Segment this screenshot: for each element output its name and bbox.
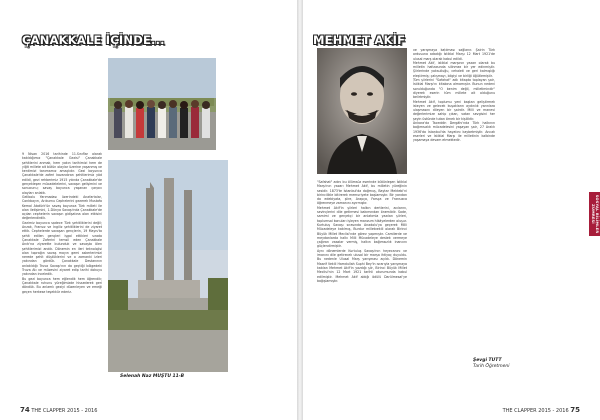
author-caption — [473, 358, 533, 370]
footer-text: THE CLAPPER 2015 - 2016 — [31, 408, 98, 414]
author-role: Tarih Öğretmeni — [473, 364, 510, 369]
group-photo — [108, 58, 216, 150]
page-number: 75 — [570, 406, 580, 414]
page-title: MEHMET AKİF — [313, 33, 406, 47]
section-tab — [589, 192, 600, 236]
page-title: ÇANAKKALE İÇİNDE... — [22, 33, 165, 47]
author-name: Şevgi TUTT — [473, 358, 502, 363]
portrait-photo — [317, 48, 407, 174]
photo-caption: Selenah Naz MUŞTU 11-B — [120, 374, 185, 379]
footer-left — [20, 406, 97, 414]
article-column-right: ve yarışmaya katılması sağlanır. Şairin Türk ordusuna adadığı İstiklal Marşı 12 Mart 1921'de ulusal marş olarak kabul edildi. Mehmet Akif, istiklal marşının yazarı olarak bu milletin hafızasında silinmez bir yer edinmiştir. Şiirlerinde yoksulluğu, cehaleti ve geri kalmışlığı eleştirmiş; çalışmayı, bilgiyi ve birliği öğütlemiştir. Tüm şiirlerini "Safahat" adlı kitapta toplayan şair, İstiklal Marşı'nı kitabına almamıştır. Bunun nedeni sorulduğunda "O benim değil, milletimindir" diyerek eserin tüm millete ait olduğunu belirtmiştir. Mehmet Akif, toplumu yeni baştan geliştirmek isteyen ve gelecek kuşakların aydınlık yarınlara ulaşmasını dileyen bir şairdir. Milli ve manevi değerlerimize sahip çıkan, vatan sevgisini her şeyin üstünde tutan örnek bir kişiliktir. Ankara'da Taceddin Dergâhı'nda Türk halkının bağımsızlık mücadelesini yaşayan şair, 27 Aralık 1936'da İstanbul'da hayatını kaybetmiştir. Ancak eserleri ve İstiklal Marşı ile milletinin kalbinde yaşamaya devam etmektedir. — [413, 48, 495, 143]
section-tab-line-1: SOSYAL BİLİMLER — [594, 194, 599, 234]
footer-right — [503, 406, 580, 414]
article-body: 9 Nisan 2016 tarihinde 11.Sınıflar olarak katıldığımız "Çanakkale Gezisi" Çanakkale şehitlerini anmak, hem yakın tarihimizi hem de yiğit millete ait bütün olaylar üzerine yaşanmış ve kentimizi tanımamız amaçlıdır. Gezi boyunca Çanakkale'de zaferi kazandıran şehitlerimiz yâd edildi, gezi rehberimiz 1915 yılında Çanakkale'de gerçekleşen mücadelelerini, savaşın gelişimini ve sonucunu; savaş boyunca yaşanan çarpıcı olayları anlattı. Gelibolu Yarımadası üzerindeki Anafartalar, Conkbayırı, Arıburnu Cephelerini gezerek Mustafa Kemal Atatürk'ün savaş boyunca Türk milleti ile olan iletişimini, 1.Dünya Savaşı'nda Çanakkale'de açılan cephelerin savaşın gidişatına olan etkisini değerlendirdik. Gezimiz boyunca sadece Türk şehitliklerini değil; Anzak, Fransız ve İngiliz şehitliklerini de ziyaret ettik. Cephelerde savaşan gençlerin, 19 Mayıs'ta şehit edilen gençleri işgal ettikleri sırada Çanakkale Zaferini temsil eden Çanakkale Anıtı'na ziyarette bulunduk ve savaşta ölen şehitlerimizi andık. Dönemin en ileri teknolojisi olan toprağın savaş mayın gemi askerlerimizi nerede şehit düştüklerini ve o zamanki izleri yakından gördük. Çanakkale Destanının anlatıldığı Truva Savaşı'nın da geçtiği bölgedeki Truva Atı ve müzesini ziyaret edip tarihi dokuyu yakından inceledik. Bu gezi boyunca hem eğlendik hem öğrendik; Çanakkale ruhunu yüreğimizde hissederek geri döndük. Bu anlamlı geziyi düzenleyen ve emeği geçen herkese teşekkür ederiz. — [22, 152, 103, 294]
left-page — [0, 0, 297, 420]
footer-text: THE CLAPPER 2015 - 2016 — [502, 408, 569, 414]
right-page — [303, 0, 600, 420]
memorial-photo — [108, 160, 228, 372]
article-column-left: "Safahat" adını bu ölümsüz eserinde bütünleşen İstiklal Marşı'nın yazarı Mehmet Akif, bu milletin yüreğinin sesidir. 1873'te İstanbul'da doğmuş, Baytar Mektebi'ni birincilikle bitirerek memuriyete başlamıştır. Bir yandan da edebiyata, şiire, Arapça, Farsça ve Fransızca öğrenmeye zamanını ayırmıştır. Mehmet Akif'in şiirleri halkın dertlerini, acılarını, sevinçlerini dile getirmesi bakımından önemlidir. Sade, samimi ve gerçekçi bir anlatımla yazılan şiirleri, toplumsal konuları işleyen manzum hikâyelerden oluşur. Kurtuluş Savaşı sırasında Anadolu'ya geçerek Milli Mücadeleye katılmış, Burdur milletvekili olarak Birinci Büyük Millet Meclisi'nde görev yapmıştır. Camilerde ve meydanlarda halkı Milli Mücadeleye destek vermeye çağıran vaazlar vermiş, halkın bağımsızlık inancını güçlendirmiştir. Aynı dönemlerde Kurtuluş Savaşı'nın heyecanını ve imanını dile getirecek ulusal bir marşa ihtiyaç duyuldu. Bu nedenle Ulusal Marş yarışması açıldı. Dönemin Maarif Vekili Hamdullah Suphi Bey'in ısrarıyla yarışmaya katılan Mehmet Akif'in yazdığı şiir, Birinci Büyük Millet Meclisi'nin 12 Mart 1921 tarihli oturumunda kabul edilmiştir. Mehmet Akif aldığı ödülü Darülmesai'ye bağışlamıştır. — [317, 180, 407, 283]
section-tab-line-2: ZÜMRESİ — [590, 204, 595, 224]
section-tab-label — [591, 195, 599, 234]
page-number: 74 — [20, 406, 30, 414]
